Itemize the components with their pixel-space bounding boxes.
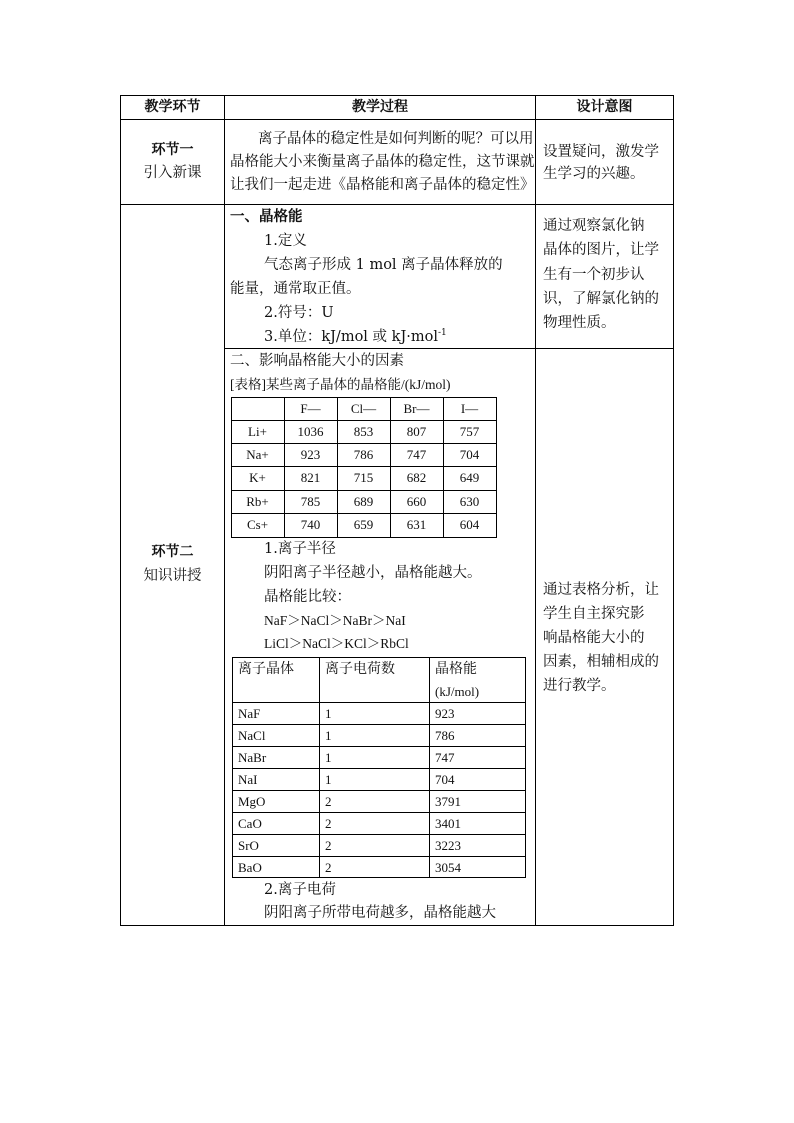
table1-cell: 923 <box>300 447 321 462</box>
compare-line-2: LiCl＞NaCl＞KCl＞RbCl <box>264 636 409 651</box>
table2-header-cell: 离子晶体 <box>238 661 294 677</box>
row2-stage-name: 知识讲授 <box>143 568 202 584</box>
table1-cell: 630 <box>459 494 480 509</box>
table1-cell: 821 <box>300 470 321 485</box>
table1-cell: 785 <box>300 494 321 509</box>
table1-cell: 604 <box>459 517 480 532</box>
table2-cell: 786 <box>435 728 455 743</box>
table1-cell: Cs+ <box>246 517 269 532</box>
table2-cell: MgO <box>238 794 266 809</box>
table2-header-cell: 晶格能 <box>435 661 477 677</box>
table1-cell: 853 <box>353 424 374 439</box>
table1-cell: 747 <box>406 447 427 462</box>
table1-cell: 649 <box>459 470 480 485</box>
table1-cell: 1036 <box>297 424 324 439</box>
compare-label: 晶格能比较： <box>264 589 351 605</box>
row2b-intent-line-2: 学生自主探究影 <box>543 606 645 622</box>
row2b-intent-line-5: 进行教学。 <box>543 678 616 694</box>
row2b-intent-line-1: 通过表格分析，让 <box>543 582 659 598</box>
table2-cell: CaO <box>238 816 262 831</box>
row2a-intent-line-3: 生有一个初步认 <box>543 267 645 283</box>
table1-cell: 807 <box>406 424 427 439</box>
table1-cell: Rb+ <box>246 494 269 509</box>
unit-line <box>264 329 447 344</box>
table2-cell: 2 <box>325 794 332 809</box>
table1-header-cell: F— <box>300 401 321 416</box>
header-bottom-rule <box>120 119 674 120</box>
row2a-intent-line-2: 晶体的图片，让学 <box>543 242 659 258</box>
row2a-intent-line-4: 识，了解氯化钠的 <box>543 291 659 307</box>
column-divider-2 <box>535 95 536 926</box>
table1-cell: 740 <box>300 517 321 532</box>
row2b-intent-line-4: 因素，相辅相成的 <box>543 654 659 670</box>
table2-cell: 704 <box>435 772 455 787</box>
row1-intent-line-1: 设置疑问，激发学 <box>543 144 659 160</box>
table1-header-cell: Br— <box>403 401 430 416</box>
definition-line-2: 能量，通常取正值。 <box>230 281 361 297</box>
table1-cell: 689 <box>353 494 374 509</box>
radius-label: 1.离子半径 <box>264 541 336 557</box>
row2a-intent-line-5: 物理性质。 <box>543 315 616 331</box>
row1-stage-name: 引入新课 <box>143 165 202 181</box>
table2-cell: SrO <box>238 838 259 853</box>
table2-cell: 1 <box>325 772 332 787</box>
factors-heading: 二、影响晶格能大小的因素 <box>230 353 404 369</box>
table1-cell: 682 <box>406 470 427 485</box>
table2-cell: 2 <box>325 860 332 875</box>
table2-cell: 923 <box>435 706 455 721</box>
table2-cell: NaI <box>238 772 258 787</box>
table2-cell: 1 <box>325 706 332 721</box>
row1-process-line-2: 晶格能大小来衡量离子晶体的稳定性，这节课就 <box>230 154 535 170</box>
table2-cell: NaCl <box>238 728 266 743</box>
table2-cell: 3401 <box>435 816 461 831</box>
table1-cell: 631 <box>406 517 427 532</box>
table2-cell: 2 <box>325 816 332 831</box>
table1-cell: Na+ <box>246 447 269 462</box>
row1-process-line-1: 离子晶体的稳定性是如何判断的呢？可以用 <box>258 131 534 147</box>
table1-cell: 660 <box>406 494 427 509</box>
table1-cell: 786 <box>353 447 374 462</box>
row2b-intent-line-3: 响晶格能大小的 <box>543 630 645 646</box>
table2-header-unit: (kJ/mol) <box>435 684 480 699</box>
table2-cell: BaO <box>238 860 262 875</box>
table2-cell: NaBr <box>238 750 267 765</box>
unit-superscript: -1 <box>437 328 447 338</box>
table1-cell: 659 <box>353 517 374 532</box>
table-border-left <box>120 95 121 926</box>
header-intent: 设计意图 <box>576 99 633 115</box>
definition-label: 1.定义 <box>264 233 307 249</box>
table2-cell: 1 <box>325 728 332 743</box>
row1-intent-line-2: 生学习的兴趣。 <box>543 166 645 182</box>
column-divider-1 <box>224 95 225 926</box>
table2-cell: 2 <box>325 838 332 853</box>
row2a-intent-line-1: 通过观察氯化钠 <box>543 218 645 234</box>
table2-cell: 3791 <box>435 794 461 809</box>
header-stage: 教学环节 <box>144 99 201 115</box>
charge-text: 阴阳离子所带电荷越多，晶格能越大 <box>264 905 496 921</box>
table2-cell: 1 <box>325 750 332 765</box>
lattice-energy-heading: 一、晶格能 <box>230 208 303 225</box>
table-border-right <box>673 95 674 926</box>
unit-text: 3.单位：kJ/mol 或 kJ·mol <box>264 328 438 345</box>
row1-stage-title: 环节一 <box>151 142 194 158</box>
row1-process-line-3: 让我们一起走进《晶格能和离子晶体的稳定性》 <box>230 177 535 193</box>
table2-cell: 747 <box>435 750 455 765</box>
table2-cell: 3054 <box>435 860 461 875</box>
compare-line-1: NaF＞NaCl＞NaBr＞NaI <box>264 613 406 628</box>
radius-text: 阴阳离子半径越小，晶格能越大。 <box>264 565 482 581</box>
table1-cell: K+ <box>249 470 266 485</box>
table2-header-cell: 离子电荷数 <box>325 661 395 677</box>
table1-cell: 715 <box>353 470 374 485</box>
symbol-line: 2.符号：U <box>264 305 334 321</box>
table1-header-cell: Cl— <box>350 401 377 416</box>
table2-cell: 3223 <box>435 838 461 853</box>
definition-line-1: 气态离子形成 1 mol 离子晶体释放的 <box>264 257 503 273</box>
table1-cell: 757 <box>459 424 480 439</box>
table-border-bottom <box>120 925 674 926</box>
row1-bottom-rule <box>120 204 674 205</box>
table-border-top <box>120 95 674 96</box>
table1-cell: 704 <box>459 447 480 462</box>
table1-cell: Li+ <box>248 424 267 439</box>
table1-caption: [表格]某些离子晶体的晶格能/(kJ/mol) <box>230 377 451 392</box>
table2-cell: NaF <box>238 706 261 721</box>
charge-label: 2.离子电荷 <box>264 882 336 898</box>
header-process: 教学过程 <box>352 99 408 115</box>
table1-header-cell: I— <box>460 401 479 416</box>
row2-stage-title: 环节二 <box>151 544 194 560</box>
row2a-bottom-rule <box>224 348 674 349</box>
